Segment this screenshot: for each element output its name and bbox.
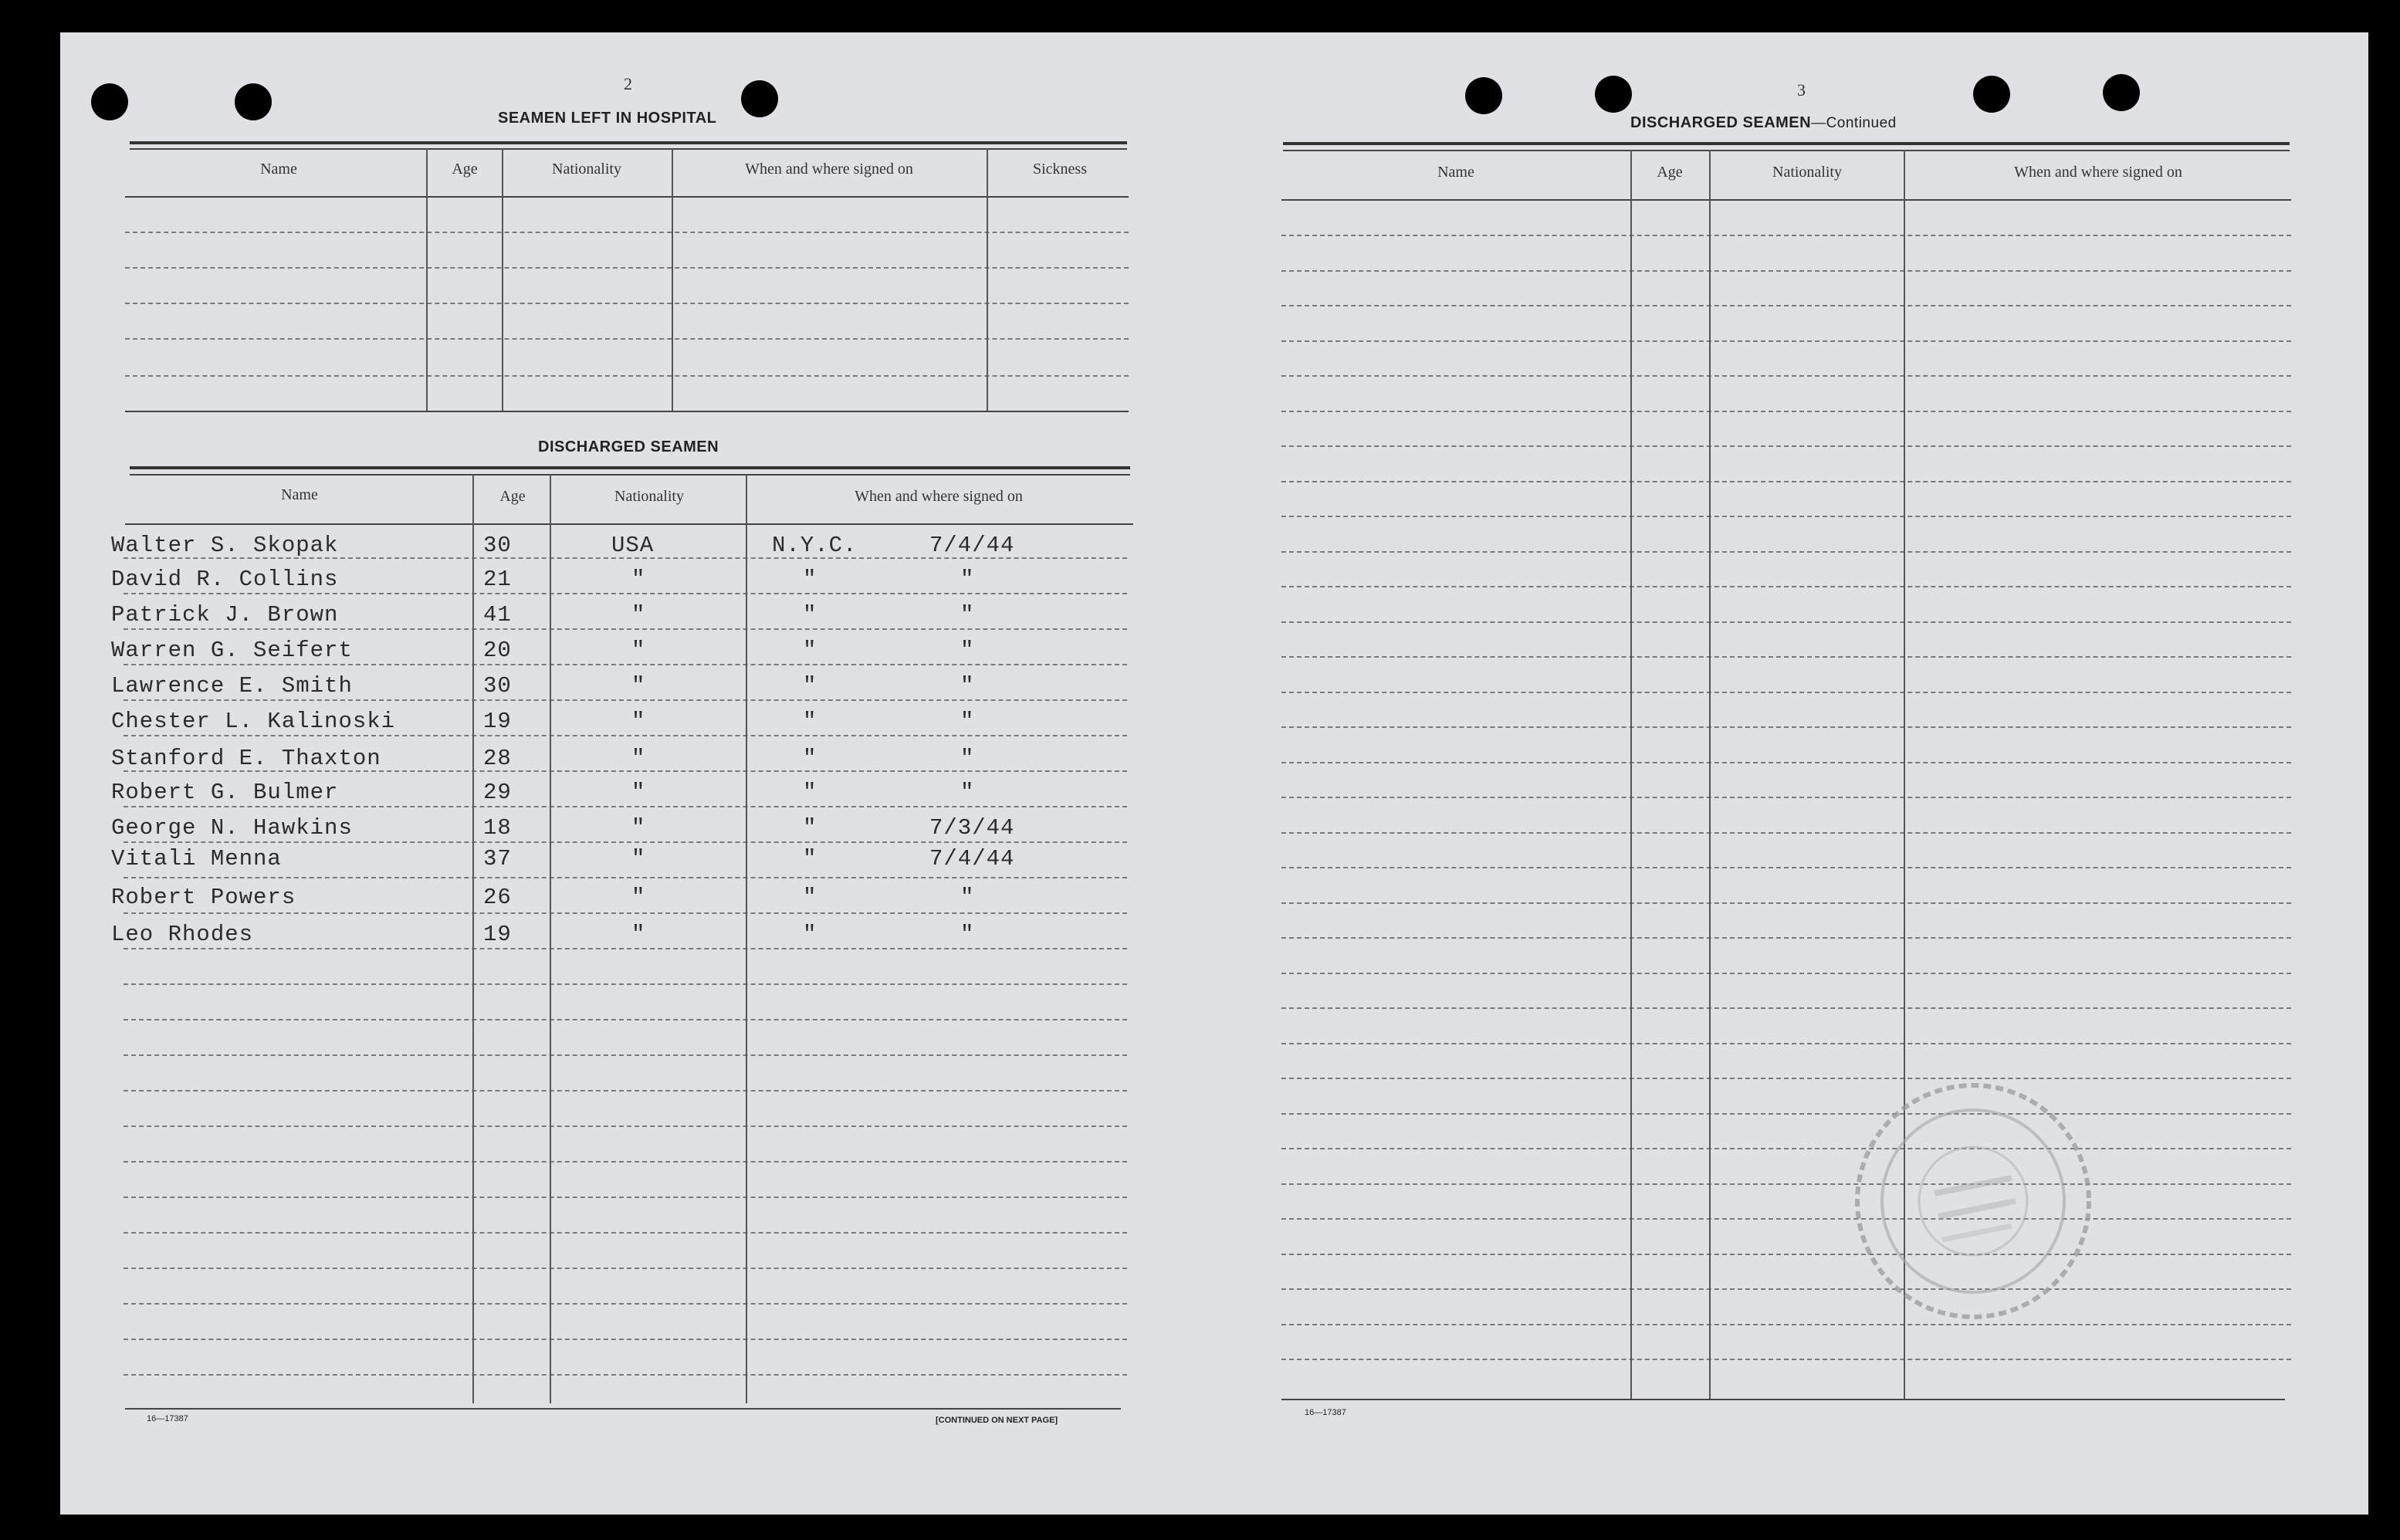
discharged-col-divider [472, 474, 474, 1403]
official-stamp [1850, 1078, 2097, 1325]
seaman-signed-where: " [803, 602, 817, 628]
seaman-signed-where: N.Y.C. [772, 533, 858, 558]
right-col-nationality: Nationality [1772, 164, 1842, 181]
row-line [1281, 445, 2291, 447]
row-line [1281, 973, 2291, 974]
seaman-name: Vitali Menna [111, 846, 282, 872]
hospital-col-name: Name [260, 161, 297, 178]
row-line [1281, 867, 2291, 868]
seaman-age: 41 [483, 602, 512, 628]
seaman-signed-when: " [960, 567, 975, 592]
row-line [124, 1339, 1127, 1340]
row-line [124, 1232, 1127, 1234]
seaman-name: Chester L. Kalinoski [111, 709, 396, 734]
row-line [1281, 1113, 2291, 1115]
seaman-name: Warren G. Seifert [111, 638, 353, 663]
hospital-row-line [125, 267, 1129, 269]
discharged-top-rule [130, 466, 1130, 469]
right-page-number: 3 [1797, 80, 1806, 100]
seaman-age: 21 [483, 567, 512, 592]
discharged-col-age: Age [499, 488, 526, 505]
seaman-age: 29 [483, 780, 512, 805]
hospital-col-when-where: When and where signed on [745, 161, 913, 178]
seaman-signed-where: " [803, 746, 817, 771]
row-line [124, 806, 1127, 807]
row-line [1281, 1359, 2291, 1360]
seaman-nationality: " [631, 746, 646, 771]
seaman-signed-where: " [803, 673, 817, 699]
seaman-name: Walter S. Skopak [111, 533, 339, 558]
row-line [1281, 235, 2291, 236]
row-line [124, 1125, 1127, 1127]
row-line [1281, 551, 2291, 553]
seaman-nationality: " [631, 846, 646, 872]
seaman-name: Robert Powers [111, 885, 296, 910]
hospital-col-age: Age [452, 161, 478, 178]
discharged-col-when-where: When and where signed on [855, 488, 1023, 505]
row-line [124, 1303, 1127, 1305]
hospital-top-rule [130, 141, 1127, 144]
seaman-signed-where: " [803, 567, 817, 592]
row-line [1281, 726, 2291, 728]
seaman-nationality: " [631, 638, 646, 663]
seaman-name: George N. Hawkins [111, 815, 353, 841]
row-line [1281, 411, 2291, 412]
discharged-bottom-rule [125, 1408, 1121, 1410]
row-line [1281, 1254, 2291, 1255]
right-bottom-rule [1281, 1399, 2285, 1400]
hospital-top-rule-2 [130, 148, 1127, 150]
row-line [1281, 586, 2291, 587]
row-line [124, 948, 1127, 949]
row-line [124, 1374, 1127, 1376]
seaman-signed-where: " [803, 885, 817, 910]
seaman-signed-when: " [960, 673, 975, 699]
hospital-col-divider [502, 148, 503, 411]
row-line [124, 1090, 1127, 1092]
row-line [1281, 516, 2291, 517]
hospital-col-nationality: Nationality [552, 161, 621, 178]
seaman-signed-when: " [960, 885, 975, 910]
row-line [1281, 1324, 2291, 1325]
seaman-signed-where: " [803, 709, 817, 734]
seaman-signed-where: " [803, 638, 817, 663]
seaman-age: 37 [483, 846, 512, 872]
row-line [1281, 937, 2291, 939]
seaman-signed-when: " [960, 602, 975, 628]
seaman-name: Leo Rhodes [111, 922, 254, 947]
row-line [124, 877, 1127, 878]
row-line [124, 1161, 1127, 1163]
discharged-col-divider [550, 474, 551, 1403]
seaman-signed-where: " [803, 780, 817, 805]
row-line [124, 593, 1127, 594]
left-form-number: 16—17387 [147, 1414, 188, 1423]
seaman-name: Lawrence E. Smith [111, 673, 353, 699]
hospital-col-divider [672, 148, 673, 411]
seaman-nationality: " [631, 780, 646, 805]
hospital-col-sickness: Sickness [1033, 161, 1087, 178]
seaman-age: 20 [483, 638, 512, 663]
left-page-number: 2 [624, 74, 632, 93]
hospital-row-line [125, 303, 1129, 304]
right-header-rule [1281, 199, 2291, 201]
row-line [1281, 621, 2291, 623]
row-line [124, 628, 1127, 630]
row-line [1281, 1148, 2291, 1149]
row-line [1281, 762, 2291, 763]
right-col-divider [1630, 150, 1632, 1399]
seaman-signed-when: " [960, 922, 975, 947]
punch-hole [1595, 76, 1632, 113]
discharged-col-nationality: Nationality [614, 488, 684, 505]
seaman-nationality: " [631, 567, 646, 592]
row-line [1281, 1007, 2291, 1009]
hospital-header-rule [125, 196, 1129, 198]
seaman-signed-where: " [803, 846, 817, 872]
row-line [1281, 270, 2291, 272]
hospital-col-divider [426, 148, 428, 411]
row-line [1281, 1183, 2291, 1185]
right-col-name: Name [1437, 164, 1474, 181]
seaman-nationality: " [631, 709, 646, 734]
seaman-age: 30 [483, 533, 512, 558]
row-line [124, 699, 1127, 701]
row-line [1281, 340, 2291, 342]
punch-hole [1465, 77, 1502, 114]
row-line [124, 1019, 1127, 1020]
row-line [124, 735, 1127, 736]
punch-hole [2103, 74, 2140, 111]
seaman-name: Patrick J. Brown [111, 602, 339, 628]
right-col-age: Age [1657, 164, 1683, 181]
seaman-signed-where: " [803, 922, 817, 947]
hospital-col-divider [987, 148, 988, 411]
right-title-suffix: —Continued [1811, 115, 1897, 131]
row-line [124, 1054, 1127, 1056]
seaman-age: 19 [483, 922, 512, 947]
seaman-nationality: USA [611, 533, 655, 558]
row-line [124, 664, 1127, 665]
seaman-age: 30 [483, 673, 512, 699]
right-form-number: 16—17387 [1305, 1408, 1346, 1417]
row-line [124, 1268, 1127, 1269]
right-section-title [1630, 114, 1897, 132]
discharged-header-rule [125, 523, 1133, 525]
discharged-col-divider [746, 474, 747, 1403]
row-line [1281, 375, 2291, 377]
hospital-bottom-rule [125, 411, 1129, 412]
seaman-signed-when: 7/4/44 [929, 846, 1015, 872]
seaman-nationality: " [631, 815, 646, 841]
seaman-nationality: " [631, 885, 646, 910]
row-line [1281, 797, 2291, 798]
hospital-row-line [125, 232, 1129, 233]
discharged-section-title: DISCHARGED SEAMEN [538, 438, 719, 455]
discharged-top-rule-2 [130, 474, 1130, 476]
row-line [1281, 832, 2291, 834]
punch-hole [91, 83, 128, 120]
seaman-nationality: " [631, 673, 646, 699]
seaman-signed-when: " [960, 780, 975, 805]
seaman-signed-when: 7/4/44 [929, 533, 1015, 558]
hospital-section-title: SEAMEN LEFT IN HOSPITAL [498, 110, 717, 127]
row-line [1281, 481, 2291, 482]
seaman-signed-when: " [960, 709, 975, 734]
hospital-row-line [125, 375, 1129, 377]
row-line [1281, 305, 2291, 306]
seaman-signed-where: " [803, 815, 817, 841]
seaman-signed-when: " [960, 746, 975, 771]
row-line [1281, 1288, 2291, 1290]
seaman-name: Stanford E. Thaxton [111, 746, 381, 771]
row-line [124, 1196, 1127, 1198]
punch-hole [741, 80, 778, 117]
row-line [124, 912, 1127, 914]
row-line [1281, 692, 2291, 693]
seaman-signed-when: " [960, 638, 975, 663]
seaman-age: 28 [483, 746, 512, 771]
row-line [1281, 1078, 2291, 1079]
discharged-col-name: Name [281, 486, 318, 503]
seaman-nationality: " [631, 602, 646, 628]
row-line [1281, 1218, 2291, 1220]
seaman-age: 18 [483, 815, 512, 841]
seaman-age: 26 [483, 885, 512, 910]
continued-note: [CONTINUED ON NEXT PAGE] [936, 1416, 1058, 1425]
row-line [1281, 902, 2291, 904]
right-top-rule [1283, 142, 2290, 145]
seaman-name: Robert G. Bulmer [111, 780, 339, 805]
seaman-age: 19 [483, 709, 512, 734]
right-col-when-where: When and where signed on [2014, 164, 2182, 181]
hospital-row-line [125, 338, 1129, 340]
row-line [124, 983, 1127, 985]
seaman-name: David R. Collins [111, 567, 339, 592]
seaman-signed-when: 7/3/44 [929, 815, 1015, 841]
right-top-rule-2 [1283, 150, 2290, 151]
row-line [1281, 1043, 2291, 1044]
right-col-divider [1709, 150, 1711, 1399]
punch-hole [235, 83, 272, 120]
row-line [124, 841, 1127, 843]
row-line [1281, 656, 2291, 658]
right-title-main: DISCHARGED SEAMEN [1630, 114, 1812, 131]
seaman-nationality: " [631, 922, 646, 947]
punch-hole [1973, 76, 2010, 113]
